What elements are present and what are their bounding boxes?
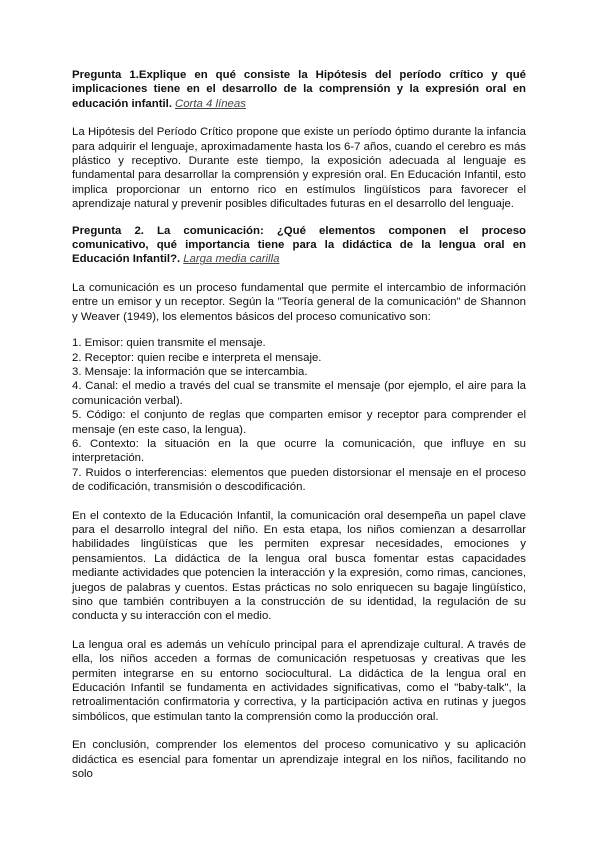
question-1-heading (72, 68, 526, 111)
question-1-title: Pregunta 1.Explique en qué consiste la Hipótesis del período crítico y qué implicaciones tiene en el desarrollo de la comprensión y la expresión oral en educación infantil. (72, 69, 526, 110)
paragraph-early-childhood: En el contexto de la Educación Infantil, la comunicación oral desempeña un papel clave para el desarrollo integral del niño. En esta etapa, los niños comienzan a desarrollar habilidades lingüísticas que les permiten expresar necesidades, emociones y pensamientos. La didáctica de la lengua oral busca fomentar estas capacidades mediante actividades que potencien la interacción y la expresión, como rimas, canciones, juegos de palabras y cuentos. Estas prácticas no solo enriquecen su bagaje lingüístico, sino que también contribuyen a la construcción de su identidad, la regulación de su conducta y su interacción con el medio. (72, 509, 526, 623)
list-item: 7. Ruidos o interferencias: elementos que pueden distorsionar el mensaje en el proceso de codificación, transmisión o descodificación. (72, 466, 526, 494)
communication-elements-list (72, 336, 526, 494)
paragraph-cultural-learning: La lengua oral es además un vehículo principal para el aprendizaje cultural. A través de ella, los niños acceden a formas de comunicación respetuosas y creativas que les permiten integrarse en su entorno sociocultural. La didáctica de la lengua oral en Educación Infantil se fundamenta en actividades significativas, como el "baby-talk", la retroalimentación confirmatoria y correctiva, y la participación activa en rutinas y juegos simbólicos, que estimulan tanto la comprensión como la producción oral. (72, 638, 526, 723)
question-2-title: Pregunta 2. La comunicación: ¿Qué elementos componen el proceso comunicativo, qué importancia tiene para la didáctica de la lengua oral en Educación Infantil?. (72, 224, 526, 266)
list-item: 3. Mensaje: la información que se intercambia. (72, 365, 308, 378)
list-item: 5. Código: el conjunto de reglas que comparten emisor y receptor para comprender el mensaje (en este caso, la lengua). (72, 409, 526, 436)
list-item: 1. Emisor: quien transmite el mensaje. (72, 337, 266, 350)
list-item: 6. Contexto: la situación en la que ocurre la comunicación, que influye en su interpretación. (72, 437, 526, 465)
list-item: 2. Receptor: quien recibe e interpreta el mensaje. (72, 351, 322, 364)
question-2-intro: La comunicación es un proceso fundamental que permite el intercambio de información entre un emisor y un receptor. Según la "Teoría general de la comunicación" de Shannon y Weaver (1949), los elementos básicos del proceso comunicativo son: (72, 281, 526, 323)
question-1-length-note: Corta 4 líneas (175, 97, 246, 110)
question-1-answer: La Hipótesis del Período Crítico propone que existe un período óptimo durante la infancia para adquirir el lenguaje, aproximadamente hasta los 6-7 años, cuando el cerebro es más plástico y receptivo. Durante este tiempo, la exposición adecuada al lenguaje es fundamental para desarrollar la comprensión y expresión oral. En Educación Infantil, esto implica proporcionar un entorno rico en estímulos lingüísticos para favorecer el aprendizaje natural y prevenir posibles dificultades futuras en el desarrollo del lenguaje. (72, 126, 526, 211)
list-item: 4. Canal: el medio a través del cual se transmite el mensaje (por ejemplo, el aire para la comunicación verbal). (72, 380, 526, 407)
question-2-heading (72, 224, 526, 267)
question-2-length-note: Larga media carilla (183, 253, 280, 266)
document-page (72, 68, 526, 781)
paragraph-conclusion: En conclusión, comprender los elementos del proceso comunicativo y su aplicación didáctica es esencial para fomentar un aprendizaje integral en los niños, facilitando no solo (72, 739, 526, 781)
